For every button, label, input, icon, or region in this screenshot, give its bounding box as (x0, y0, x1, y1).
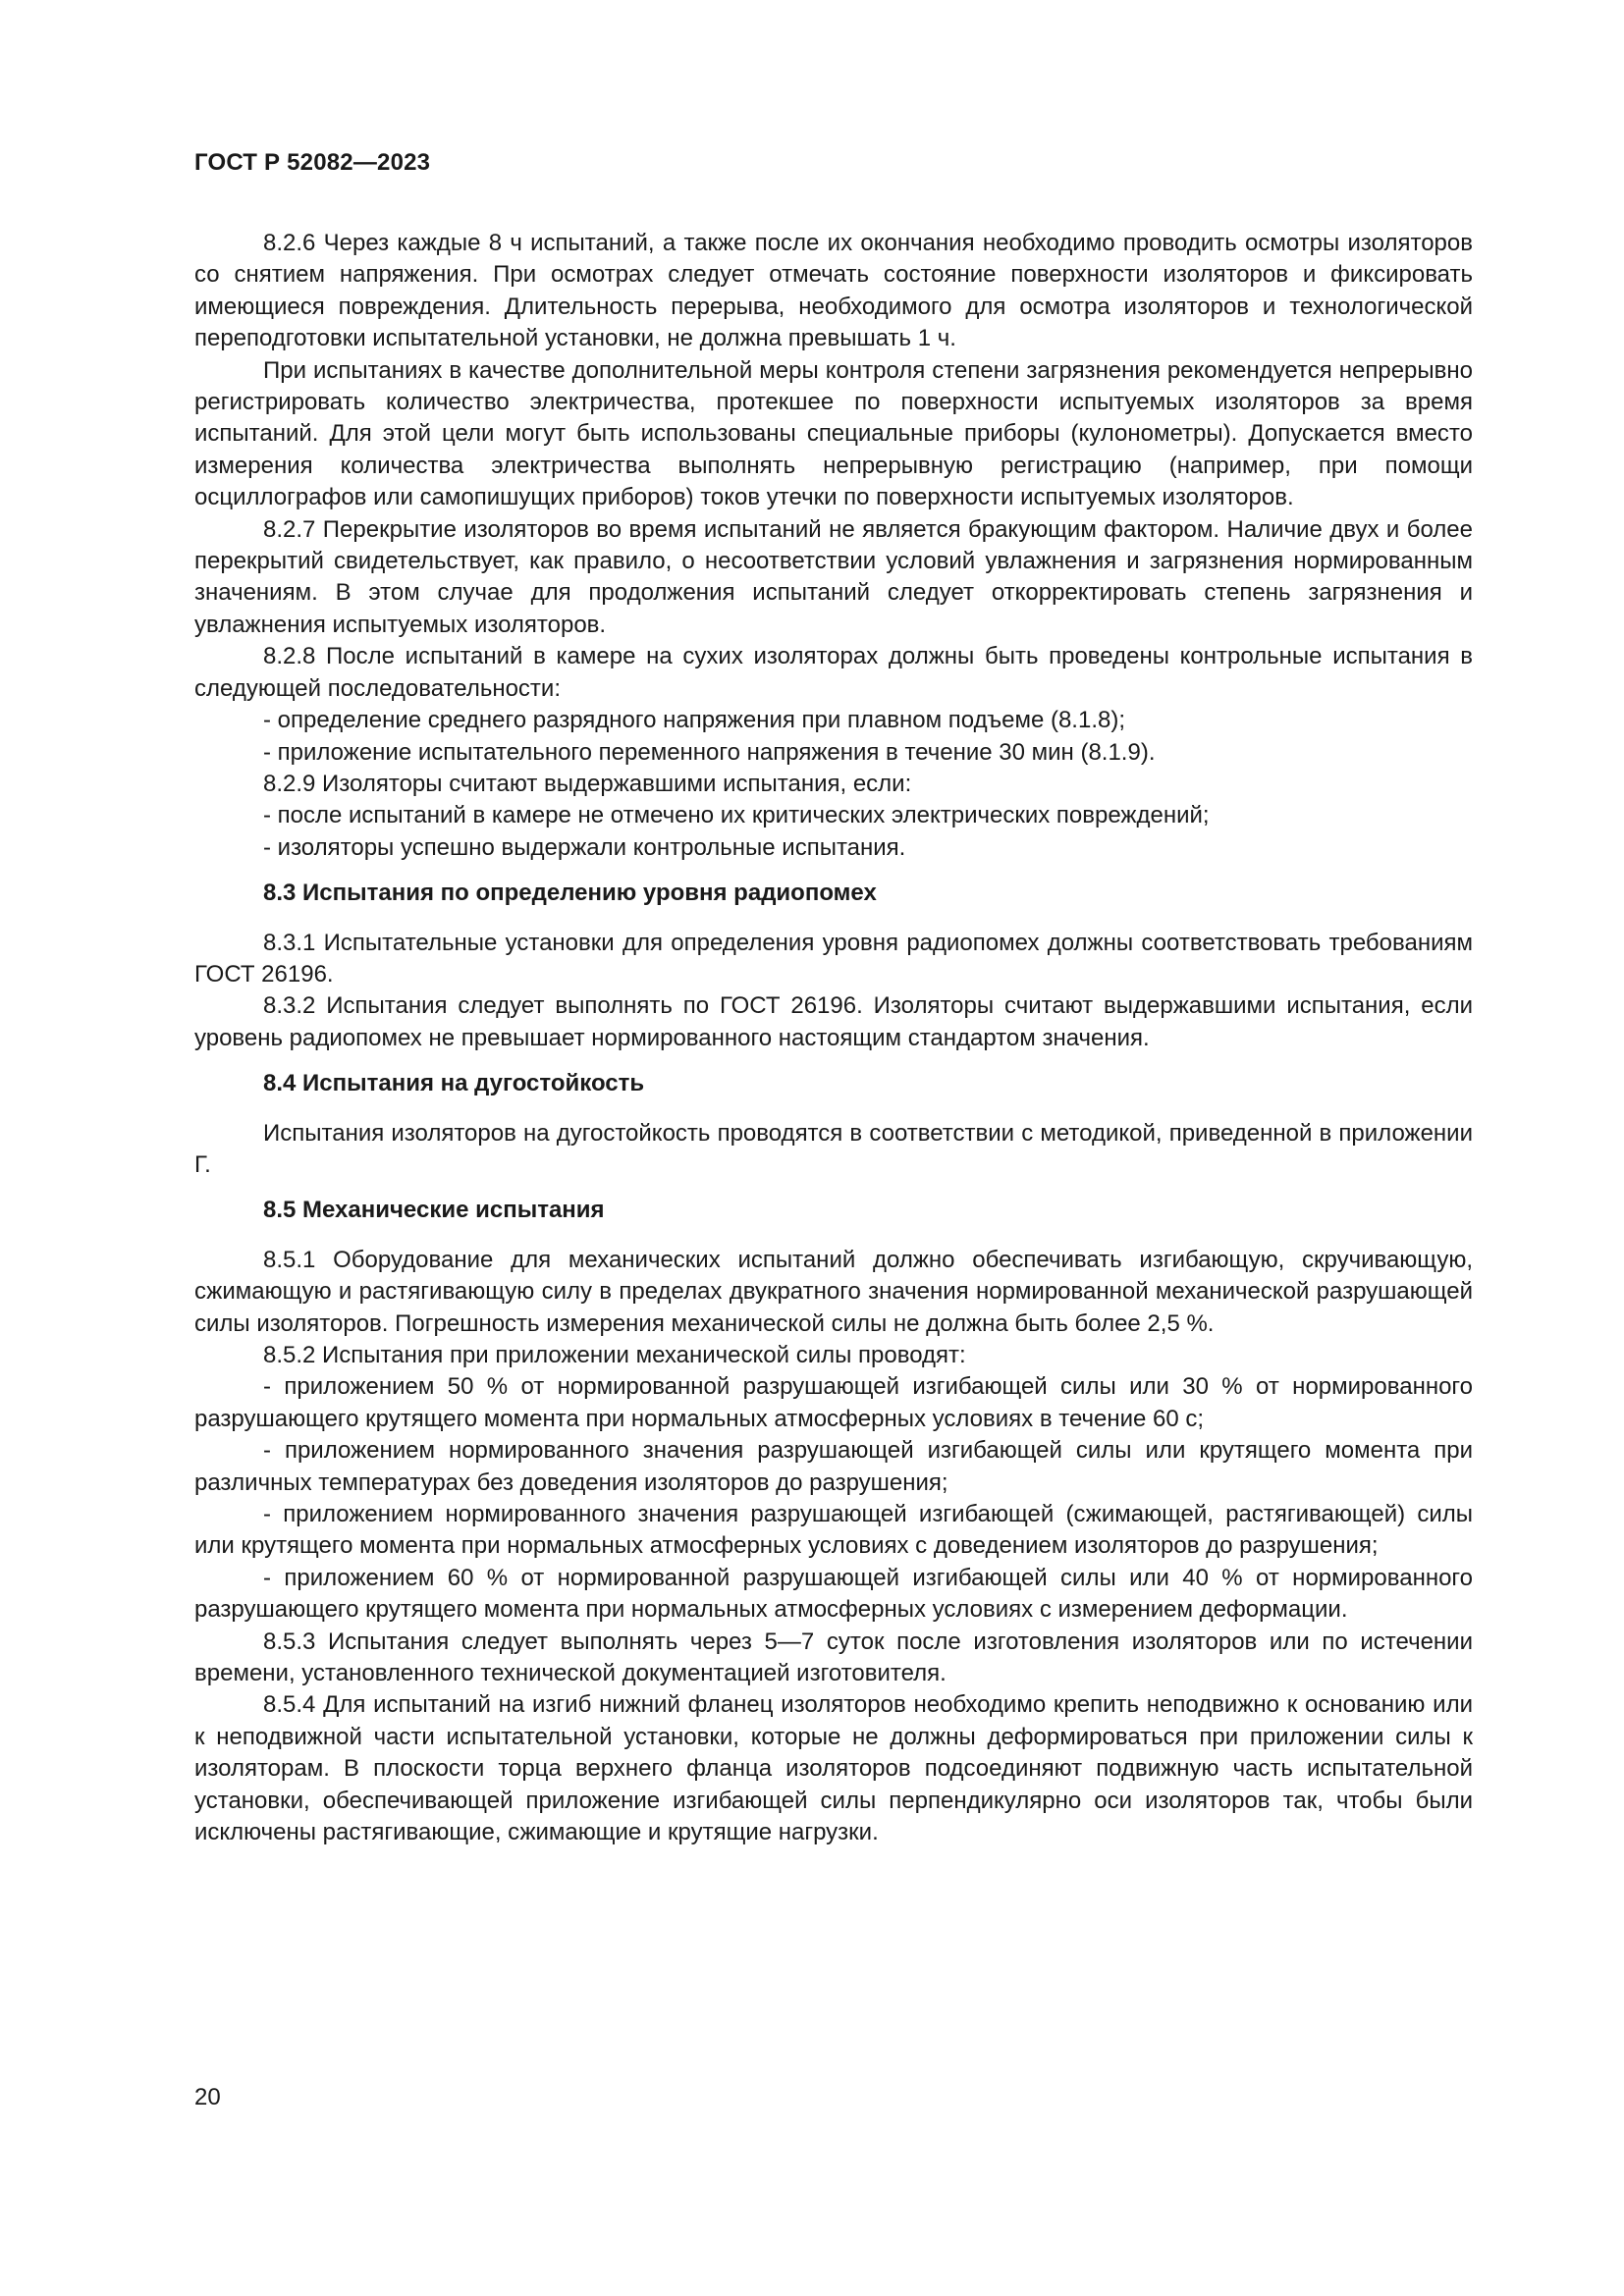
list-item: - после испытаний в камере не отмечено их критических электрических повреждений; (263, 802, 1210, 829)
paragraph: 8.2.8 После испытаний в камере на сухих изоляторах должны быть проведены контрольные испытания в следующей последовательности: (194, 643, 1473, 702)
section-heading: 8.3 Испытания по определению уровня радиопомех (263, 880, 877, 907)
page-header-doc-id: ГОСТ Р 52082—2023 (194, 149, 431, 176)
paragraph: 8.5.4 Для испытаний на изгиб нижний фланец изоляторов необходимо крепить неподвижно к основанию или к неподвижной части испытательной установки, которые не должны деформироваться при приложении силы к изоляторам. В плоскости торца верхнего фланца изоляторов подсоединяют подвижную часть испытательной установки, обеспечивающей приложение изгибающей силы перпендикулярно оси изоляторов так, чтобы были исключены растягивающие, сжимающие и крутящие нагрузки. (194, 1691, 1473, 1846)
paragraph: 8.2.7 Перекрытие изоляторов во время испытаний не является бракующим фактором. Наличие двух и более перекрытий свидетельствует, как правило, о несоответствии условий увлажнения и загрязнения нормированным значениям. В этом случае для продолжения испытаний следует откорректировать степень загрязнения и увлажнения испытуемых изоляторов. (194, 515, 1473, 638)
paragraph: 8.2.9 Изоляторы считают выдержавшими испытания, если: (263, 770, 912, 797)
paragraph: 8.5.1 Оборудование для механических испытаний должно обеспечивать изгибающую, скручивающую, сжимающую и растягивающую силу в пределах двукратного значения нормированной механической разрушающей силы изоляторов. Погрешность измерения механической силы не должна быть более 2,5 %. (194, 1246, 1473, 1337)
list-item: - изоляторы успешно выдержали контрольные испытания. (263, 833, 906, 861)
page-number: 20 (194, 2084, 221, 2110)
paragraph: 8.2.6 Через каждые 8 ч испытаний, а также после их окончания необходимо проводить осмотры изоляторов со снятием напряжения. При осмотрах следует отмечать состояние поверхности изоляторов и фиксировать имеющиеся повреждения. Длительность перерыва, необходимого для осмотра изоляторов и технологической переподготовки испытательной установки, не должна превышать 1 ч. (194, 230, 1473, 352)
paragraph: При испытаниях в качестве дополнительной меры контроля степени загрязнения рекомендуется непрерывно регистрировать количество электричества, протекшее по поверхности испытуемых изоляторов за время испытаний. Для этой цели могут быть использованы специальные приборы (кулонометры). Допускается вместо измерения количества электричества выполнять непрерывную регистрацию (например, при помощи осциллографов или самопишущих приборов) токов утечки по поверхности испытуемых изоляторов. (194, 356, 1473, 511)
paragraph: Испытания изоляторов на дугостойкость проводятся в соответствии с методикой, приведенной в приложении Г. (194, 1119, 1473, 1178)
list-item: - определение среднего разрядного напряжения при плавном подъеме (8.1.8); (263, 707, 1125, 734)
paragraph: 8.5.2 Испытания при приложении механической силы проводят: (263, 1342, 966, 1368)
list-item: - приложение испытательного переменного напряжения в течение 30 мин (8.1.9). (263, 738, 1156, 766)
paragraph: 8.3.2 Испытания следует выполнять по ГОСТ 26196. Изоляторы считают выдержавшими испытания, если уровень радиопомех не превышает нормированного настоящим стандартом значения. (194, 992, 1473, 1051)
list-item: - приложением 60 % от нормированной разрушающей изгибающей силы или 40 % от нормированного разрушающего крутящего момента при нормальных атмосферных условиях с измерением деформации. (194, 1564, 1473, 1624)
document-body (194, 228, 1473, 1849)
section-heading: 8.4 Испытания на дугостойкость (263, 1070, 645, 1097)
paragraph: 8.3.1 Испытательные установки для определения уровня радиопомех должны соответствовать требованиям ГОСТ 26196. (194, 929, 1473, 988)
list-item: - приложением 50 % от нормированной разрушающей изгибающей силы или 30 % от нормированного разрушающего крутящего момента при нормальных атмосферных условиях в течение 60 с; (194, 1373, 1473, 1432)
paragraph: 8.5.3 Испытания следует выполнять через 5—7 суток после изготовления изоляторов или по истечении времени, установленного технической документацией изготовителя. (194, 1628, 1473, 1687)
section-heading: 8.5 Механические испытания (263, 1197, 605, 1224)
list-item: - приложением нормированного значения разрушающей изгибающей силы или крутящего момента при различных температурах без доведения изоляторов до разрушения; (194, 1437, 1473, 1496)
list-item: - приложением нормированного значения разрушающей изгибающей (сжимающей, растягивающей) силы или крутящего момента при нормальных атмосферных условиях с доведением изоляторов до разрушения; (194, 1501, 1473, 1560)
document-page (194, 0, 1473, 2296)
